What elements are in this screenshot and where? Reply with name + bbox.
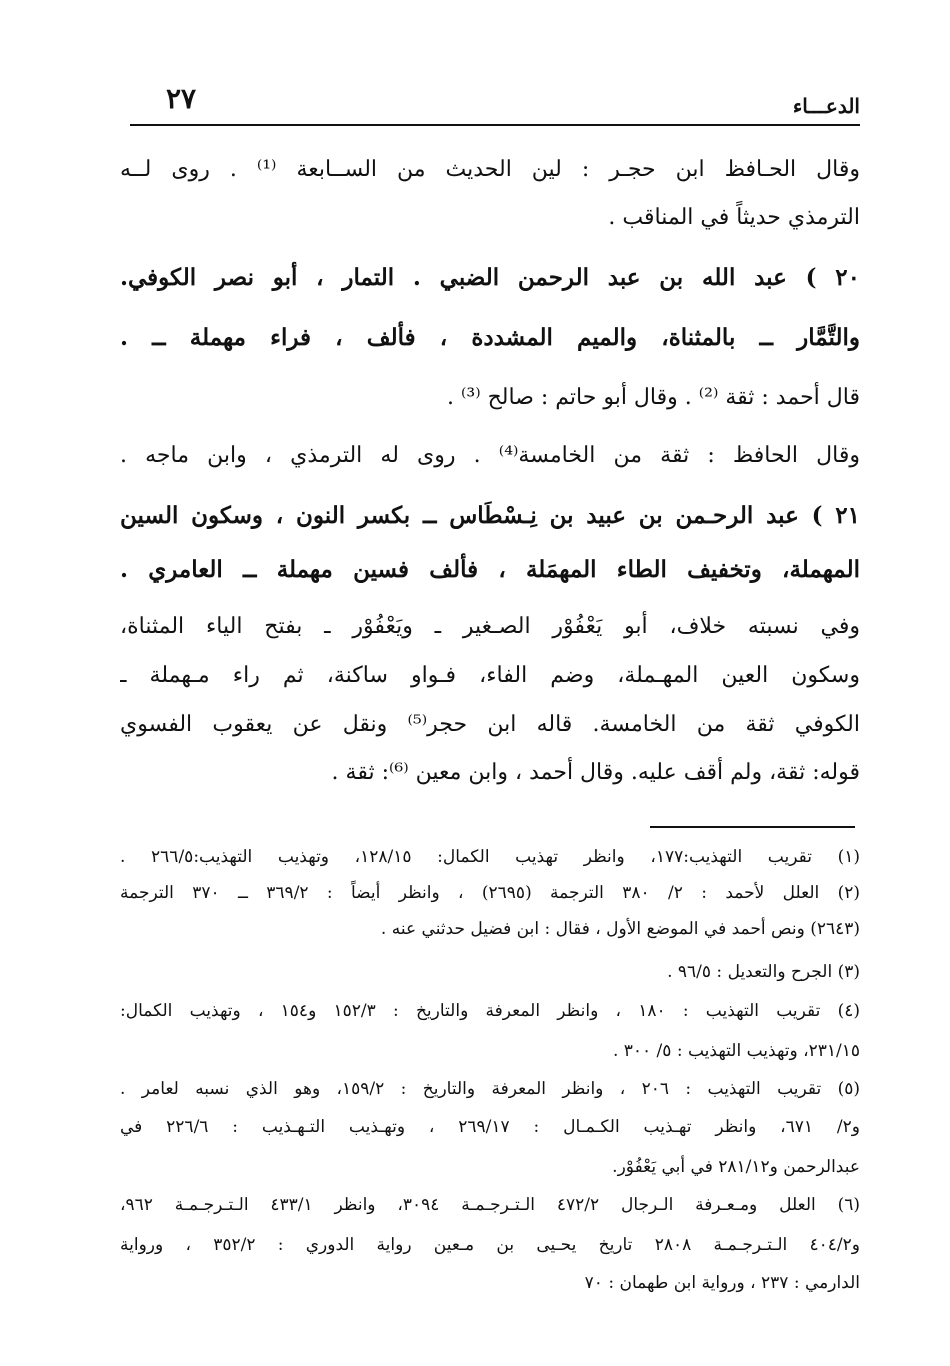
page-number: ٢٧	[166, 82, 197, 115]
footnote-6: (٦) العلل ومـعـرفة الـرجال ٤٧٢/٢ الـتـرجـمـة ٣٠٩٤، وانظر ٤٣٣/١ الـتـرجـمـة ٩٦٢،	[120, 1195, 860, 1215]
footnote-1: (١) تقريب التهذيب:١٧٧، وانظر تهذيب الكمال: ١٢٨/١٥، وتهذيب التهذيب:٢٦٦/٥ .	[120, 847, 860, 867]
body-line: وسكون العين المهـملة، وضم الفاء، فـواو ساكنة، ثم راء مـهملة ـ	[120, 663, 860, 688]
body-line: وقال الحـافظ ابن حجـر : لين الحديث من الســابعة ⁽¹⁾ . روى لــه	[120, 157, 860, 182]
footnote-6-cont: و٤٠٤/٢ الـتـرجـمـة ٢٨٠٨ تاريخ يحـيى بن مـعين رواية الدوري : ٣٥٢/٢ ، ورواية	[120, 1235, 860, 1255]
footnote-separator	[650, 826, 855, 828]
body-line: الترمذي حديثاً في المناقب .	[608, 205, 860, 230]
body-line: قال أحمد : ثقة ⁽²⁾ . وقال أبو حاتم : صالح ⁽³⁾ .	[446, 385, 860, 410]
footnote-6-cont: الدارمي : ٢٣٧ ، ورواية ابن طهمان : ٧٠	[584, 1273, 860, 1293]
header-rule	[130, 124, 860, 126]
entry-heading-20: ٢٠ ) عبد الله بن عبد الرحمن الضبي . التمار ، أبو نصر الكوفي.	[120, 264, 860, 291]
footnote-4: (٤) تقريب التهذيب : ١٨٠ ، وانظر المعرفة والتاريخ : ١٥٢/٣ و١٥٤ ، وتهذيب الكمال:	[120, 1001, 860, 1021]
body-line: الكوفي ثقة من الخامسة. قاله ابن حجر⁽⁵⁾ ونقل عن يعقوب الفسوي	[120, 712, 860, 737]
footnote-2: (٢) العلل لأحمد : ٢/ ٣٨٠ الترجمة (٢٦٩٥) ، وانظر أيضاً : ٣٦٩/٢ ــ ٣٧٠ الترجمة	[120, 883, 860, 903]
entry-heading-21: ٢١ ) عبد الرحـمن بن عبيد بن نِـسْطَاس ــ بكسر النون ، وسكون السين	[120, 502, 860, 529]
footnote-4-cont: ٢٣١/١٥، وتهذيب التهذيب : ٥/ ٣٠٠ .	[612, 1041, 860, 1061]
entry-note-20: والتَّمَّار ــ بالمثناة، والميم المشددة ، فألف ، فراء مهملة ــ .	[120, 324, 860, 351]
entry-heading-21-cont: المهملة، وتخفيف الطاء المهمَلة ، فألف فسين مهملة ــ العامري .	[120, 556, 860, 583]
footnote-3: (٣) الجرح والتعديل : ٩٦/٥ .	[667, 962, 860, 982]
footnote-5-cont: و٢/ ٦٧١، وانظر تهـذيب الكـمـال : ٢٦٩/١٧ ، وتهـذيب التـهـذيب : ٢٢٦/٦ في	[120, 1117, 860, 1137]
footnote-2-cont: (٢٦٤٣) ونص أحمد في الموضع الأول ، فقال : ابن فضيل حدثني عنه .	[380, 919, 860, 939]
footnote-5: (٥) تقريب التهذيب : ٢٠٦ ، وانظر المعرفة والتاريخ : ١٥٩/٢، وهو الذي نسبه لعامر .	[120, 1079, 860, 1099]
body-line: وقال الحافظ : ثقة من الخامسة⁽⁴⁾ . روى له الترمذي ، وابن ماجه .	[120, 443, 860, 468]
body-line: وفي نسبته خلاف، أبو يَعْفُوْر الصـغير ـ ويَعْفُوْر ـ بفتح الياء المثناة،	[120, 614, 860, 639]
footnote-5-cont: عبدالرحمن و٢٨١/١٢ في أبي يَعْفُوْر.	[612, 1157, 860, 1177]
page-header	[130, 80, 860, 122]
body-line: قوله: ثقة، ولم أقف عليه. وقال أحمد ، وابن معين ⁽⁶⁾: ثقة .	[331, 760, 860, 785]
running-title: الدعـــاء	[792, 94, 860, 118]
